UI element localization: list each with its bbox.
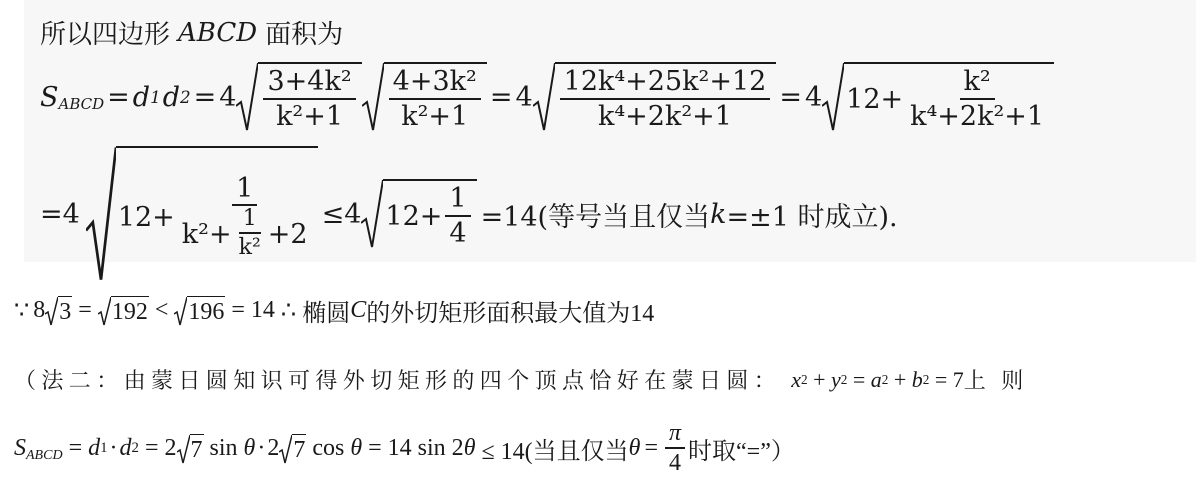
plus-sign-2: +: [888, 366, 912, 392]
coef-4: 4: [219, 81, 237, 113]
eq2-cond: =±1 时成立).: [726, 201, 898, 233]
frac1-den: k²+1: [276, 100, 344, 132]
trig-sqrt7-b: [279, 434, 306, 464]
sqrt-196: [174, 296, 225, 326]
trig-theta-a: θ: [243, 435, 256, 462]
root-3: 3: [58, 296, 72, 326]
frac3-den: k⁴+2k²+1: [597, 100, 732, 132]
frac4-den: k⁴+2k²+1: [910, 100, 1045, 132]
eq2-inner-12b: 12+: [385, 201, 443, 233]
d-sub-1: 1: [150, 87, 161, 107]
trig-theta-d: θ: [628, 435, 641, 462]
eq-sign-4: =: [779, 81, 802, 113]
method-two-line: [14, 364, 1028, 395]
coef-4c: 4: [804, 81, 823, 113]
trig-eq-1: =: [62, 435, 89, 462]
quarter-num: 1: [445, 184, 470, 217]
conclusion-text-2: 的外切矩形面积最大值为14: [366, 301, 655, 327]
trig-d1: d: [88, 435, 101, 462]
small-frac-num: 1: [239, 207, 261, 234]
sqrt-192: [98, 296, 149, 326]
sqrt-1: [236, 62, 361, 132]
eq2-result: =14(等号当且仅当: [480, 201, 711, 233]
eq-seven: = 7: [929, 366, 964, 392]
trig-sqrt7-a: [177, 434, 204, 464]
frac3-num: 12k⁴+25k²+12: [560, 67, 771, 100]
eq-sign-m: =: [847, 366, 871, 392]
trig-theta-c: θ: [463, 435, 476, 462]
d-sub-2: 2: [180, 87, 191, 107]
eq-sign: =: [107, 81, 130, 113]
plus-sign: +: [807, 366, 831, 392]
trig-d2: d: [119, 435, 132, 462]
coef-4b: 4: [515, 81, 533, 113]
root-192: 192: [111, 296, 149, 326]
sqrt-big: [86, 146, 318, 282]
intro-line: [40, 14, 343, 51]
area-subscript: ABCD: [58, 95, 105, 113]
d-symbol: d: [132, 81, 151, 113]
intro-quad-name: ABCD: [178, 17, 258, 48]
trig-dot-2: ·: [257, 435, 266, 462]
intro-prefix: 所以四边形: [40, 20, 171, 50]
trig-theta-b: θ: [350, 435, 363, 462]
trig-dot: ·: [109, 435, 118, 462]
trig-leq: ≤ 14(当且仅当: [475, 439, 629, 466]
trig-two-b: 2: [267, 435, 280, 462]
trig-S: S: [14, 435, 26, 462]
trig-eq-2: =: [138, 435, 165, 462]
trig-sub: ABCD: [26, 447, 63, 463]
pi-den: 4: [669, 450, 682, 477]
area-symbol: S: [40, 81, 59, 113]
big-frac-den-right: +2: [267, 218, 308, 250]
frac2-num: 4+3k²: [389, 67, 481, 100]
exp-y: 2: [840, 371, 848, 387]
eq2-inner-12: 12+: [117, 201, 175, 233]
trig-root7-b: 7: [292, 434, 306, 464]
trig-cos: cos: [306, 435, 351, 462]
eq2-k: k: [710, 198, 727, 230]
trig-mid: = 14 sin 2: [362, 435, 464, 462]
eq-sign-2: =: [193, 81, 217, 113]
comparison-line: [14, 293, 654, 328]
eq-sign-3: =: [489, 81, 513, 113]
var-a: a: [870, 366, 882, 392]
area-equation-1: [40, 62, 1054, 132]
intro-suffix: 面积为: [265, 20, 344, 50]
trig-tail: 时取“=”）: [688, 439, 795, 466]
exp-a: 2: [881, 371, 889, 387]
frac4-num: k²: [960, 67, 995, 100]
frac2-den: k²+1: [401, 100, 469, 132]
because-symbol: ∵: [14, 298, 30, 324]
trig-sin: sin: [203, 435, 244, 462]
inner-12: 12+: [846, 84, 904, 115]
big-frac-num: 1: [232, 174, 257, 207]
sqrt-3: [533, 62, 777, 132]
sqrt-4: [822, 62, 1054, 132]
eight: 8: [33, 297, 46, 323]
ellipse-C: C: [350, 297, 367, 323]
var-y: y: [830, 366, 841, 392]
eq-a: =: [72, 297, 98, 323]
exp-x: 2: [800, 371, 808, 387]
exp-b: 2: [922, 371, 930, 387]
method-two-tail: 上 则: [963, 368, 1029, 393]
trig-root7-a: 7: [190, 434, 204, 464]
d-symbol-2: d: [162, 81, 181, 113]
pi-over-4: [665, 420, 685, 478]
var-x: x: [791, 366, 801, 392]
big-frac-den-left: k²+: [181, 218, 232, 250]
sqrt-quarter: [361, 179, 476, 249]
pi-num: π: [665, 420, 685, 449]
trig-two-a: 2: [164, 435, 177, 462]
lt-sign: <: [148, 297, 175, 323]
var-b: b: [911, 366, 923, 392]
method-two-text: （法二：由蒙日圆知识可得外切矩形的四个顶点恰好在蒙日圆：: [14, 368, 782, 393]
trig-area-line: S ABCD = d 1 · d 2 = 2 7 sin θ · 2 7 cos θ = 14 sin 2 θ ≤ 14(当且仅当 θ = $\frac{\pi}{4}$ 时取“=”）: [14, 420, 795, 477]
root-196: 196: [187, 296, 225, 326]
sqrt-3-root: [45, 296, 72, 326]
small-frac-den: k²: [238, 235, 261, 261]
eq2-leq: ≤4: [321, 198, 362, 230]
area-equation-2: [40, 146, 898, 282]
eq-14: = 14: [225, 297, 275, 323]
quarter-den: 4: [449, 217, 467, 249]
eq2-eq4: =4: [40, 198, 80, 230]
therefore-symbol: ∴: [274, 298, 303, 324]
conclusion-text-1: 椭圆: [302, 301, 351, 327]
sqrt-2: [362, 62, 487, 132]
frac1-num: 3+4k²: [263, 67, 355, 100]
